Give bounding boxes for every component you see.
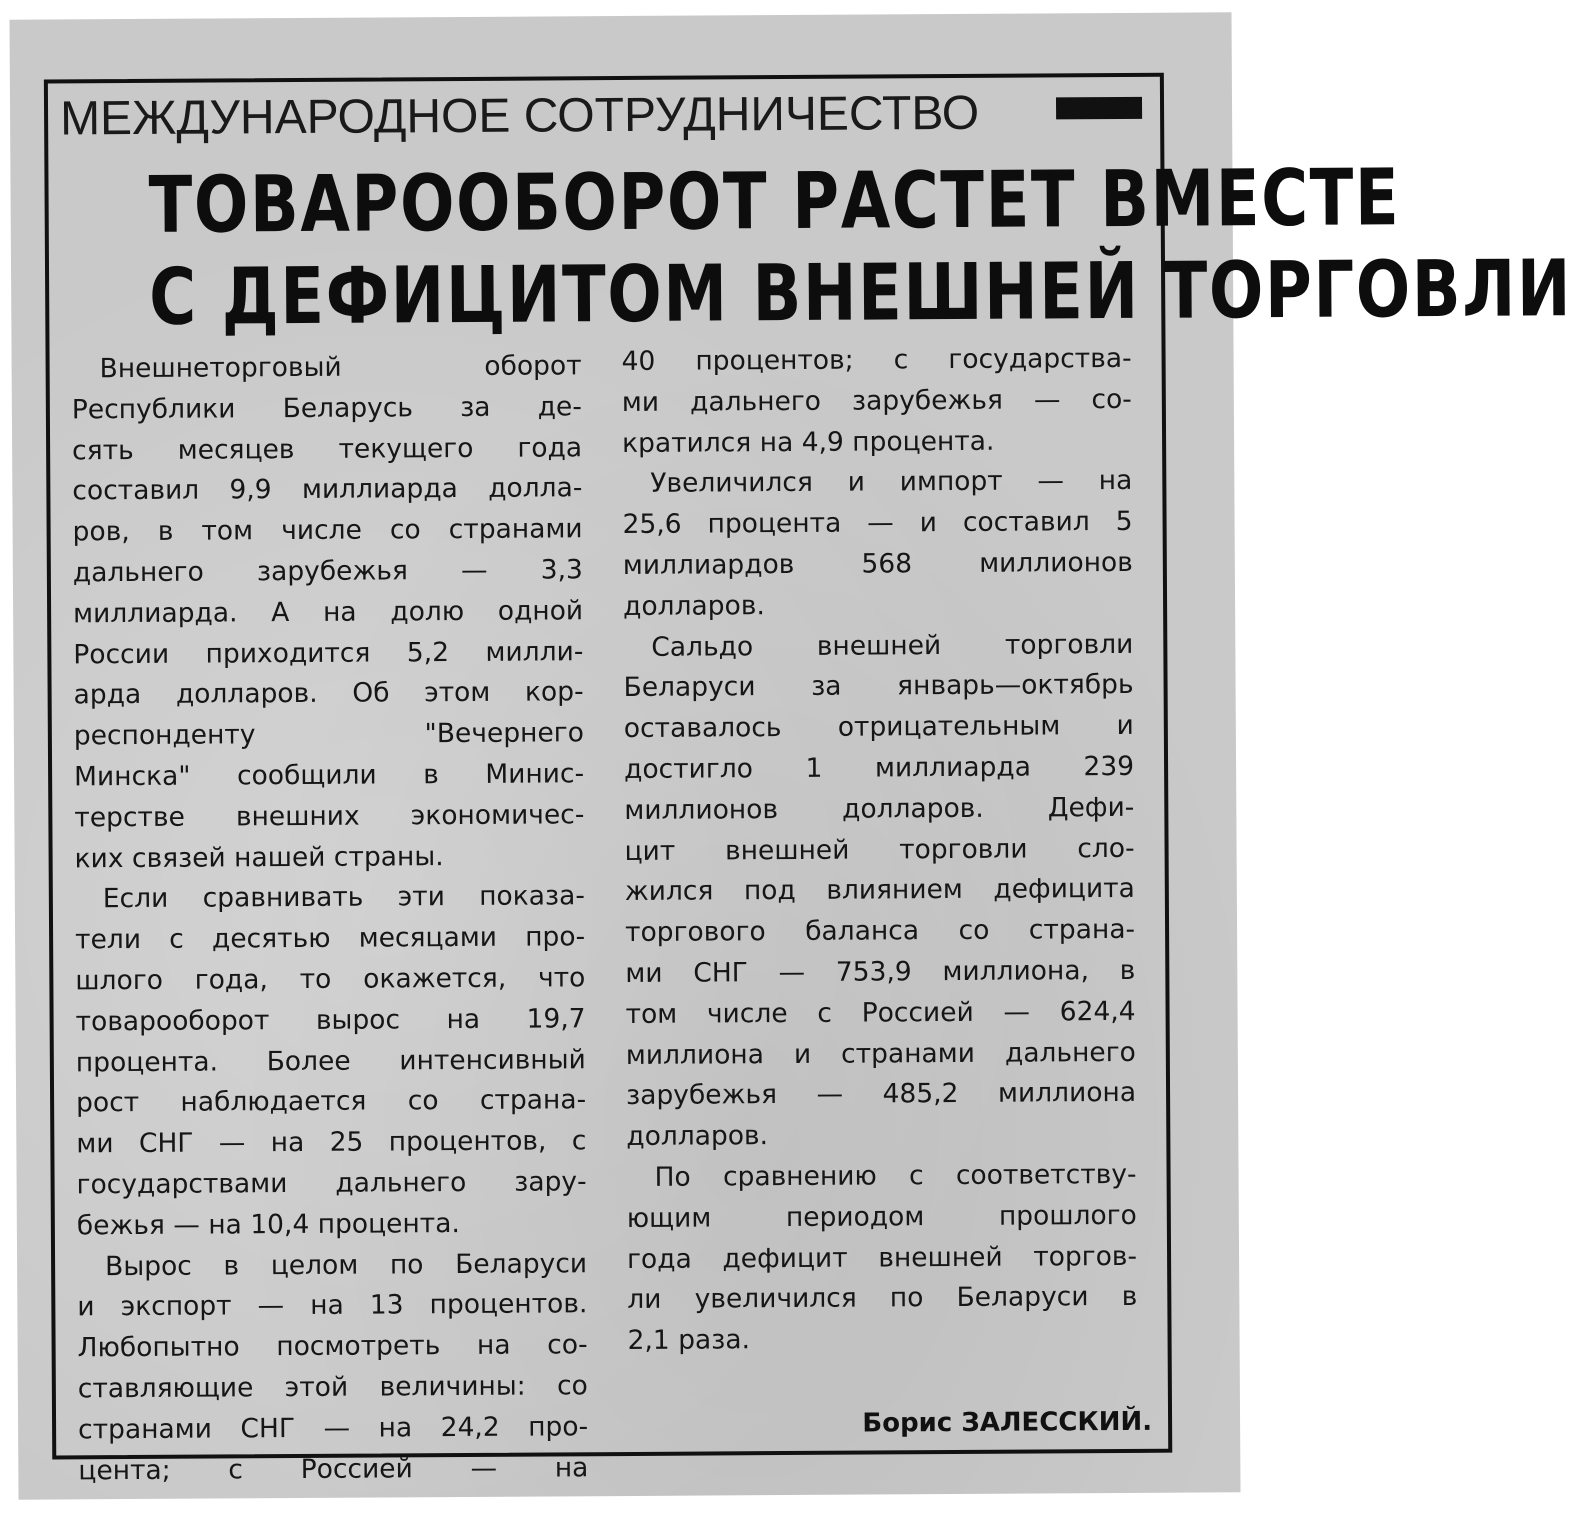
article-line: Минска" сообщили в Минис- xyxy=(74,758,585,793)
article-line: ми СНГ — 753,9 миллиона, в xyxy=(625,954,1136,989)
article-line: ющим периодом прошлого xyxy=(626,1199,1137,1234)
article-line: долларов. xyxy=(626,1120,769,1153)
article-line: миллиардов 568 миллионов xyxy=(622,546,1133,581)
article-line: миллионов долларов. Дефи- xyxy=(624,791,1135,826)
rubric-title: МЕЖДУНАРОДНОЕ СОТРУДНИЧЕСТВО xyxy=(59,86,980,146)
article-line: 25,6 процента — и составил 5 xyxy=(622,506,1133,541)
article-line: ми дальнего зарубежья — со- xyxy=(621,383,1132,418)
article-line: долларов. xyxy=(622,589,765,622)
author-byline: Борис ЗАЛЕССКИЙ. xyxy=(862,1406,1153,1439)
article-line: странами СНГ — на 24,2 про- xyxy=(78,1410,589,1446)
article-line: жился под влиянием дефицита xyxy=(624,873,1135,908)
article-line: ких связей нашей страны. xyxy=(74,840,444,874)
article-line: миллиарда. А на долю одной xyxy=(73,595,584,630)
article-line: Беларуси за январь—октябрь xyxy=(623,669,1134,704)
article-line: Республики Беларусь за де- xyxy=(71,391,582,426)
article-line: России приходится 5,2 милли- xyxy=(73,635,584,670)
article-line: шлого года, то окажется, что xyxy=(75,962,586,997)
article-line: составил 9,9 миллиарда долла- xyxy=(72,472,583,507)
article-line: оставалось отрицательным и xyxy=(623,710,1134,745)
article-line: и экспорт — на 13 процентов. xyxy=(77,1288,588,1323)
article-column-left xyxy=(72,346,589,1491)
article-line: арда долларов. Об этом кор- xyxy=(73,676,584,711)
article-line: государствами дальнего зару- xyxy=(76,1166,587,1201)
article-line: рост наблюдается со страна- xyxy=(76,1084,587,1119)
article-line: дальнего зарубежья — 3,3 xyxy=(72,554,583,589)
article-line: том числе с Россией — 624,4 xyxy=(625,995,1136,1030)
article-line: кратился на 4,9 процента. xyxy=(621,425,995,459)
article-line: Увеличился и импорт — на xyxy=(650,465,1133,500)
article-line: ми СНГ — на 25 процентов, с xyxy=(76,1125,587,1160)
newspaper-clipping xyxy=(9,12,1573,1499)
article-line: сять месяцев текущего года xyxy=(72,431,583,466)
article-line: тели с десятью месяцами про- xyxy=(75,921,586,956)
headline-line-1: ТОВАРООБОРОТ РАСТЕТ ВМЕСТЕ xyxy=(148,153,1401,251)
article-line: бежья — на 10,4 процента. xyxy=(76,1207,460,1242)
article-frame xyxy=(44,73,1573,1486)
article-line: процента. Более интенсивный xyxy=(75,1043,586,1078)
article-line: Вырос в целом по Беларуси xyxy=(105,1247,588,1282)
article-line: Сальдо внешней торговли xyxy=(651,628,1134,663)
article-line: цит внешней торговли сло- xyxy=(624,832,1135,867)
article-line: ставляющие этой величины: со xyxy=(77,1370,588,1405)
article-line: миллиона и странами дальнего xyxy=(625,1036,1136,1071)
article-line: 2,1 раза. xyxy=(627,1324,751,1357)
rubric-bar xyxy=(1056,97,1142,120)
article-line: респонденту "Вечернего xyxy=(73,717,584,752)
article-line: зарубежья — 485,2 миллиона xyxy=(625,1077,1137,1112)
article-line: товарооборот вырос на 19,7 xyxy=(75,1002,586,1038)
article-line: По сравнению с соответству- xyxy=(654,1158,1137,1193)
article-line: Если сравнивать эти показа- xyxy=(102,880,585,915)
article-column-right xyxy=(621,339,1137,1362)
article-line: торгового баланса со страна- xyxy=(624,914,1136,949)
article-line: 40 процентов; с государства- xyxy=(621,342,1132,378)
article-line: терстве внешних экономичес- xyxy=(74,799,585,834)
article-line: года дефицит внешней торгов- xyxy=(626,1240,1138,1275)
article-line: ли увеличился по Беларуси в xyxy=(627,1281,1138,1316)
headline-line-2: С ДЕФИЦИТОМ ВНЕШНЕЙ ТОРГОВЛИ xyxy=(148,244,1573,343)
article-line: ров, в том числе со странами xyxy=(72,513,583,548)
article-line: цента; с Россией — на xyxy=(78,1451,589,1486)
article-line: Внешнеторговый оборот xyxy=(99,350,582,385)
article-line: Любопытно посмотреть на со- xyxy=(77,1329,588,1364)
article-line: достигло 1 миллиарда 239 xyxy=(623,750,1135,785)
rubric xyxy=(60,83,1150,160)
